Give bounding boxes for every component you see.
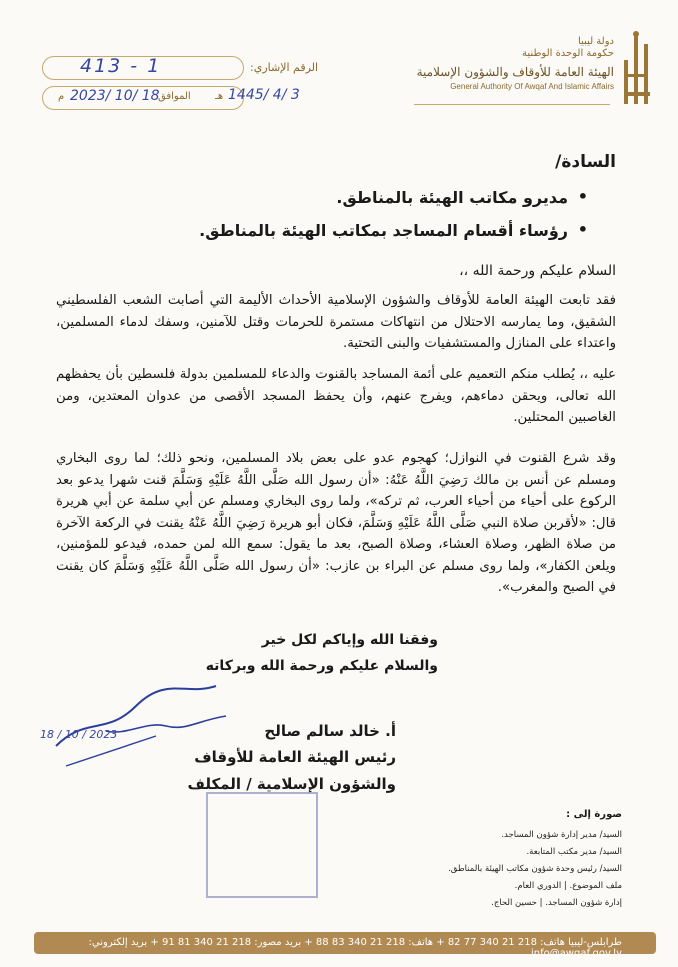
state-name: دولة ليبيا bbox=[577, 36, 614, 47]
addressee-title: السادة/ bbox=[555, 152, 616, 172]
signer-title-line-2: والشؤون الإسلامية / المكلف bbox=[187, 775, 396, 793]
signature-date: 18 / 10 / 2023 bbox=[40, 728, 118, 741]
addressee-item: مديرو مكاتب الهيئة بالمناطق. • bbox=[336, 188, 568, 207]
authority-name-ar: الهيئة العامة للأوقاف والشؤون الإسلامية bbox=[416, 65, 614, 79]
awqaf-logo-icon bbox=[620, 30, 660, 110]
date-match-label: الموافق bbox=[158, 91, 191, 102]
body-paragraph-2: عليه ،، يُطلب منكم التعميم على أئمة المساجد بالقنوت والدعاء للمسلمين بدولة فلسطين بأن يحفظهم الله تعالى، ويحقن دماءهم، ويفرج عنهم، وأن يحفظ المسجد الأقصى من عدوان المعتدين، ومن الغاصبين المحتلين. bbox=[56, 367, 616, 425]
signer-title-line-1: رئيس الهيئة العامة للأوقاف bbox=[194, 748, 396, 766]
copy-item: إدارة شؤون المساجد. | حسين الحاج. bbox=[491, 898, 622, 908]
authority-name-en: General Authority Of Awqaf And Islamic Affairs bbox=[450, 82, 614, 91]
government-name: حكومة الوحدة الوطنية bbox=[522, 48, 614, 59]
gregorian-suffix: م bbox=[58, 91, 65, 102]
closing-line-2: والسلام عليكم ورحمة الله وبركاته bbox=[205, 658, 438, 674]
signer-name: أ. خالد سالم صالح bbox=[264, 722, 396, 740]
body-paragraph-1: فقد تابعت الهيئة العامة للأوقاف والشؤون الإسلامية الأحداث الأليمة التي أصابت الشعب الفلسطيني الشقيق، وما يمارسه الاحتلال من انتهاكات مستمرة للحرمات وقتل للآمنين، وسفك لدماء المسلمين، واعتداء على المنازل والمستشفيات والبنى التحتية. bbox=[56, 293, 616, 351]
reference-number-value: 413 - 1 bbox=[80, 55, 162, 77]
hijri-date-value: 1445/ 4/ 3 bbox=[228, 87, 300, 103]
copy-item: السيد/ مدير إدارة شؤون المساجد. bbox=[501, 830, 622, 840]
footer-contact: طرابلس-ليبيا هاتف: 218 21 340 77 82 + هاتف: 218 21 340 83 88 + بريد مصور: 218 21 340 81 91 + بريد إلكتروني: info@awqaf.gov.ly bbox=[88, 937, 622, 959]
copy-item: السيد/ رئيس وحدة شؤون مكاتب الهيئة بالمناطق. bbox=[448, 864, 622, 874]
closing-line-1: وفقنا الله وإياكم لكل خير bbox=[261, 632, 438, 648]
header-divider bbox=[414, 104, 610, 105]
official-stamp bbox=[206, 792, 318, 898]
copies-title: صورة إلى : bbox=[566, 809, 622, 820]
copy-item: السيد/ مدير مكتب المتابعة. bbox=[526, 847, 622, 857]
addressee-item: رؤساء أقسام المساجد بمكاتب الهيئة بالمناطق. • bbox=[199, 221, 568, 240]
greeting: السلام عليكم ورحمة الله ،، bbox=[459, 263, 616, 279]
gregorian-date-value: 2023/ 10/ 18 bbox=[70, 88, 160, 104]
copy-item: ملف الموضوع. | الدوري العام. bbox=[514, 881, 622, 891]
reference-label: الرقم الإشاري: bbox=[250, 61, 319, 74]
body-paragraph-3: وقد شرع القنوت في النوازل؛ كهجوم عدو على بعض بلاد المسلمين، ونحو ذلك؛ لما روى البخاري ومسلم عن أنس بن مالك رَضِيَ اللَّهُ عَنْهُ: «أن رسول الله صَلَّى اللَّهُ عَلَيْهِ وَسَلَّمَ قنت شهرا يدعو بعد الركوع على أحياء من أحياء العرب، ثم تركه»، ولما روى البخاري ومسلم عن أبي سلمة عن أبي هريرة قال: «لأقربن صلاة النبي صَلَّى اللَّهُ عَلَيْهِ وَسَلَّمَ، فكان أبو هريرة رَضِيَ اللَّهُ عَنْهُ يقنت في الركعة الآخرة من صلاة الظهر، وصلاة العشاء، وصلاة الصبح، بعد ما يقول: سمع الله لمن حمده، فيدعو للمؤمنين، ويلعن الكفار»، ولما روى مسلم عن البراء بن عازب: «أن رسول الله صَلَّى اللَّهُ عَلَيْهِ وَسَلَّمَ كان يقنت في الصبح والمغرب». bbox=[56, 451, 616, 595]
hijri-suffix: هـ bbox=[215, 91, 224, 102]
org-text bbox=[417, 36, 614, 91]
